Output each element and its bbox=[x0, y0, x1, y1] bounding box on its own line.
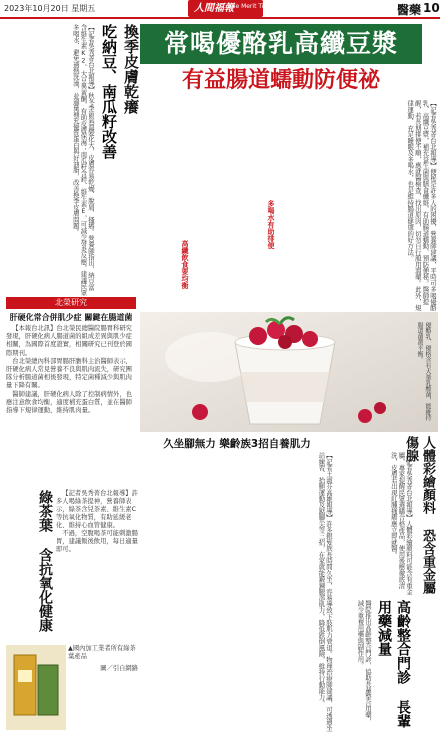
bottom-left-caption bbox=[68, 645, 138, 730]
mid-left-headline: 肝硬化常合併肌少症 關鍵在腸道菌 bbox=[9, 313, 133, 322]
top-left-headline-line1: 換季皮膚乾癢 bbox=[122, 24, 140, 114]
paragraph: 醫師建議，肝硬化病人除了控制病情外，也應注意飲食均衡，適度補充蛋白質，並在醫師指導下規律運動，維持肌肉量。 bbox=[6, 390, 132, 415]
photo-credit: 圖／引自網路 bbox=[100, 665, 138, 672]
main-subhead-1: 多喝水有助排便 bbox=[267, 200, 275, 249]
section-name: 醫藥 bbox=[397, 3, 422, 17]
bottom-right-article-text: 【記者吳秀菁台北報導】人體彩繪顏料可能含有重金屬，專家提醒民眾選購合格產品，使用後應徹底清洗，皮膚若出現紅腫搔癢應立即就醫。 bbox=[389, 452, 413, 595]
yogurt-photo bbox=[140, 312, 438, 432]
bottom-middle-side-headline: 高齡整合門診 長輩用藥減量 bbox=[376, 600, 411, 728]
top-left-headline-2 bbox=[96, 24, 118, 302]
top-left-headline-line2: 吃納豆、南瓜籽改善 bbox=[100, 24, 118, 159]
mid-left-article-text bbox=[6, 325, 138, 485]
top-left-headline bbox=[118, 24, 140, 302]
green-tea-product-photo bbox=[6, 645, 66, 730]
paragraph: 【記者吳秀菁台北報導】許多人喝綠茶提神，營養師表示，綠茶含兒茶素、維生素C等抗氧化物質，有助延緩老化、維持心血管健康。 bbox=[56, 490, 138, 529]
caption-text: ▲國內加工業者所有綠茶葉產品 bbox=[68, 645, 136, 660]
bottom-middle-headline: 久坐腳無力 樂齡族3招自養肌力 bbox=[163, 438, 311, 450]
header-rule bbox=[0, 17, 440, 19]
bottom-middle-article-text: 【記者王淑芬高雄報導】許多銀髮族長時間久坐，容易導致下肢肌力衰退。物理治療師建議，可透過坐站練習、抬腿運動及踮腳尖等三招，在家就能鍛鍊腿部肌力，降低跌倒風險，維持行動能力。 bbox=[317, 452, 333, 731]
tea-box-illustration bbox=[6, 645, 66, 730]
yogurt-illustration bbox=[140, 312, 438, 432]
logo-english: The Merit Times bbox=[228, 3, 277, 10]
main-subhead-2: 高纖飲食要均衡 bbox=[181, 240, 189, 289]
paragraph: 台北榮總內科部胃腸肝膽科主治醫師表示，肝硬化病人常見營養不良與肌肉流失，研究團隊分析腸道菌相後發現，特定菌種減少與肌肉量下降有關。 bbox=[6, 357, 132, 390]
main-headline: 常喝優酪乳高纖豆漿 bbox=[140, 24, 422, 64]
paragraph: 不過，空腹喝茶可能刺激腸胃，建議飯後飲用，每日適量即可。 bbox=[56, 530, 138, 553]
bottom-right-headline: 人體彩繪顏料 恐含重金屬傷腺 bbox=[403, 436, 435, 594]
issue-date: 2023年10月20日 星期五 bbox=[4, 4, 96, 13]
paragraph: 【本報台北訊】台北榮民總醫院腸胃科研究發現，肝硬化病人腸道菌的組成差異與肌少症相關，為國際首度證實，相關研究已刊登於國際期刊。 bbox=[6, 325, 132, 357]
photo-caption: 優酪乳、優格含有大量乳酸菌，能維持腸道菌叢平衡。 bbox=[416, 322, 431, 421]
mid-left-kicker: 北榮研究 bbox=[6, 297, 136, 309]
main-subheadline: 有益腸道蠕動防便祕 bbox=[181, 68, 380, 93]
page-number: 10 bbox=[423, 1, 440, 15]
bottom-left-article-text bbox=[56, 490, 138, 640]
main-article-text: 【記者吳秀菁台北報導】便秘是許多人的困擾，營養師建議，平時可多喝優酪乳、高纖豆漿，補充益生菌與膳食纖維，有助腸道蠕動、預防便秘。醫師提醒，若長期排便不順，應就醫檢查，找出原因，切勿自行服用瀉藥。此外，規律運動、充足睡眠及多喝水，也是維持腸道健康的好方法。 bbox=[406, 100, 437, 311]
logo-chinese: 人間福報 bbox=[194, 3, 234, 14]
top-left-article-text: 【記者吳秀菁台北報導】秋冬季節氣溫變化大，皮膚容易乾燥、脫屑、搔癢。營養師指出，納豆富含維生素K2、大豆異黃酮，有助皮膚保濕；南瓜籽含鋅、維生素E，可減少發炎反應。建議民眾多喝水、避免過熱洗澡，並適量補充優質蛋白與好油脂，改善換季皮膚問題。 bbox=[71, 24, 95, 296]
bottom-middle-side-text: 醫院推出高齡整合門診，協助長輩整合用藥，減少重複用藥與副作用。 bbox=[356, 600, 372, 724]
bottom-left-headline: 綠茶葉 含抗氧化健康 bbox=[37, 490, 53, 632]
